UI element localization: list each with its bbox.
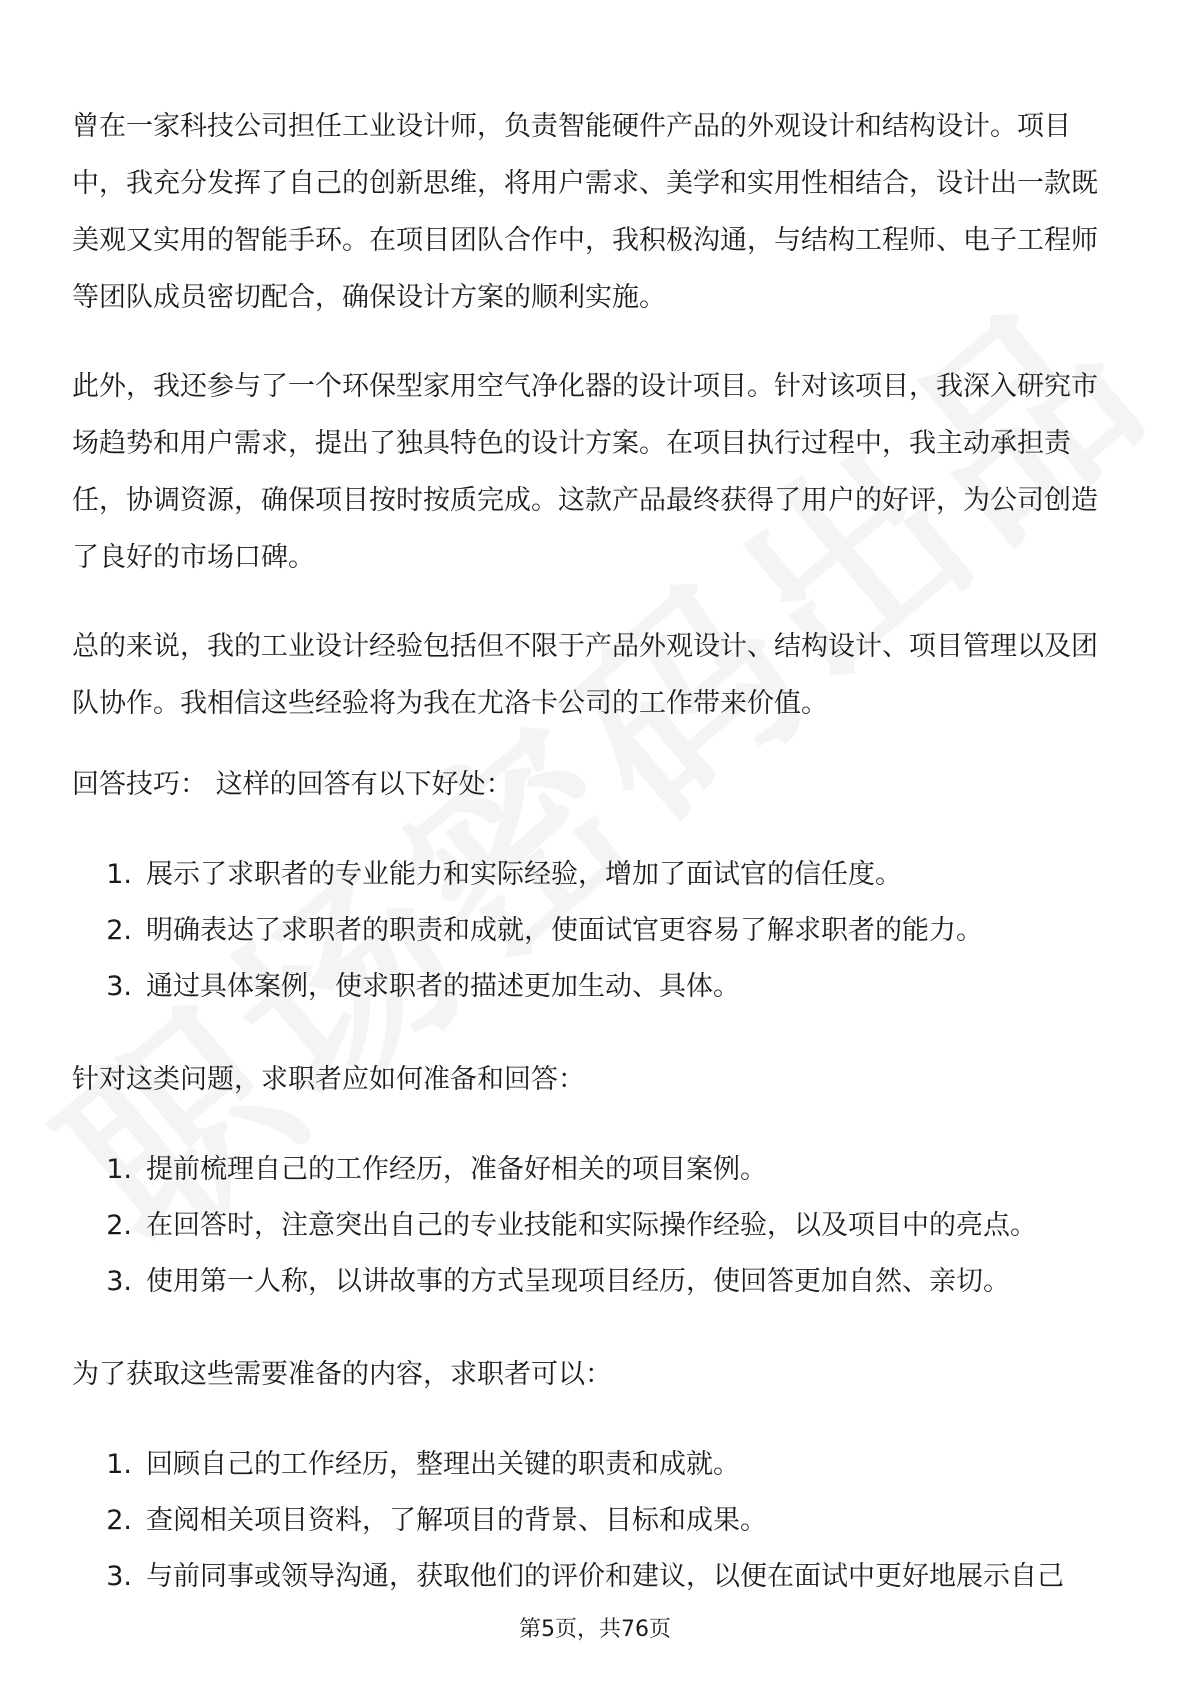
list-item [72, 1437, 1122, 1493]
page-number-footer: 第5页，共76页 [519, 1617, 671, 1642]
list-item [72, 1549, 1122, 1605]
list-number: 1. [106, 1154, 132, 1185]
list-number: 3. [106, 971, 132, 1002]
list-item [72, 1254, 1122, 1310]
paragraph-summary: 总的来说，我的工业设计经验包括但不限于产品外观设计、结构设计、项目管理以及团队协作。我相信这些经验将为我在尤洛卡公司的工作带来价值。 [72, 631, 1098, 719]
list-number: 2. [106, 1210, 132, 1241]
list-item [72, 959, 1122, 1015]
list-number: 3. [106, 1561, 132, 1592]
list-number: 3. [106, 1266, 132, 1297]
tips-list [72, 847, 1122, 1015]
list-item [72, 847, 1122, 903]
list-item [72, 1493, 1122, 1549]
obtain-heading: 为了获取这些需要准备的内容，求职者可以： [72, 1359, 612, 1390]
list-item-text: 提前梳理自己的工作经历，准备好相关的项目案例。 [146, 1154, 767, 1185]
obtain-list [72, 1437, 1122, 1605]
list-item [72, 903, 1122, 959]
list-item [72, 1142, 1122, 1198]
list-item-text: 在回答时，注意突出自己的专业技能和实际操作经验，以及项目中的亮点。 [146, 1210, 1037, 1241]
list-number: 1. [106, 859, 132, 890]
list-item-text: 与前同事或领导沟通，获取他们的评价和建议，以便在面试中更好地展示自己 [146, 1561, 1064, 1592]
list-number: 2. [106, 915, 132, 946]
list-item-text: 回顾自己的工作经历，整理出关键的职责和成就。 [146, 1449, 740, 1480]
prepare-heading: 针对这类问题，求职者应如何准备和回答： [72, 1064, 585, 1095]
list-item [72, 1198, 1122, 1254]
list-number: 1. [106, 1449, 132, 1480]
paragraph-experience: 曾在一家科技公司担任工业设计师，负责智能硬件产品的外观设计和结构设计。项目中，我充分发挥了自己的创新思维，将用户需求、美学和实用性相结合，设计出一款既美观又实用的智能手环。在项目团队合作中，我积极沟通，与结构工程师、电子工程师等团队成员密切配合，确保设计方案的顺利实施。 [72, 111, 1098, 313]
tips-heading: 回答技巧： 这样的回答有以下好处： [72, 769, 513, 800]
list-item-text: 展示了求职者的专业能力和实际经验，增加了面试官的信任度。 [146, 859, 902, 890]
list-item-text: 使用第一人称，以讲故事的方式呈现项目经历，使回答更加自然、亲切。 [146, 1266, 1010, 1297]
page-content [72, 98, 1122, 1641]
paragraph-additional-project: 此外，我还参与了一个环保型家用空气净化器的设计项目。针对该项目，我深入研究市场趋势和用户需求，提出了独具特色的设计方案。在项目执行过程中，我主动承担责任，协调资源，确保项目按时按质完成。这款产品最终获得了用户的好评，为公司创造了良好的市场口碑。 [72, 371, 1098, 573]
list-item-text: 查阅相关项目资料，了解项目的背景、目标和成果。 [146, 1505, 767, 1536]
list-number: 2. [106, 1505, 132, 1536]
list-item-text: 明确表达了求职者的职责和成就，使面试官更容易了解求职者的能力。 [146, 915, 983, 946]
prepare-list [72, 1142, 1122, 1310]
list-item-text: 通过具体案例，使求职者的描述更加生动、具体。 [146, 971, 740, 1002]
